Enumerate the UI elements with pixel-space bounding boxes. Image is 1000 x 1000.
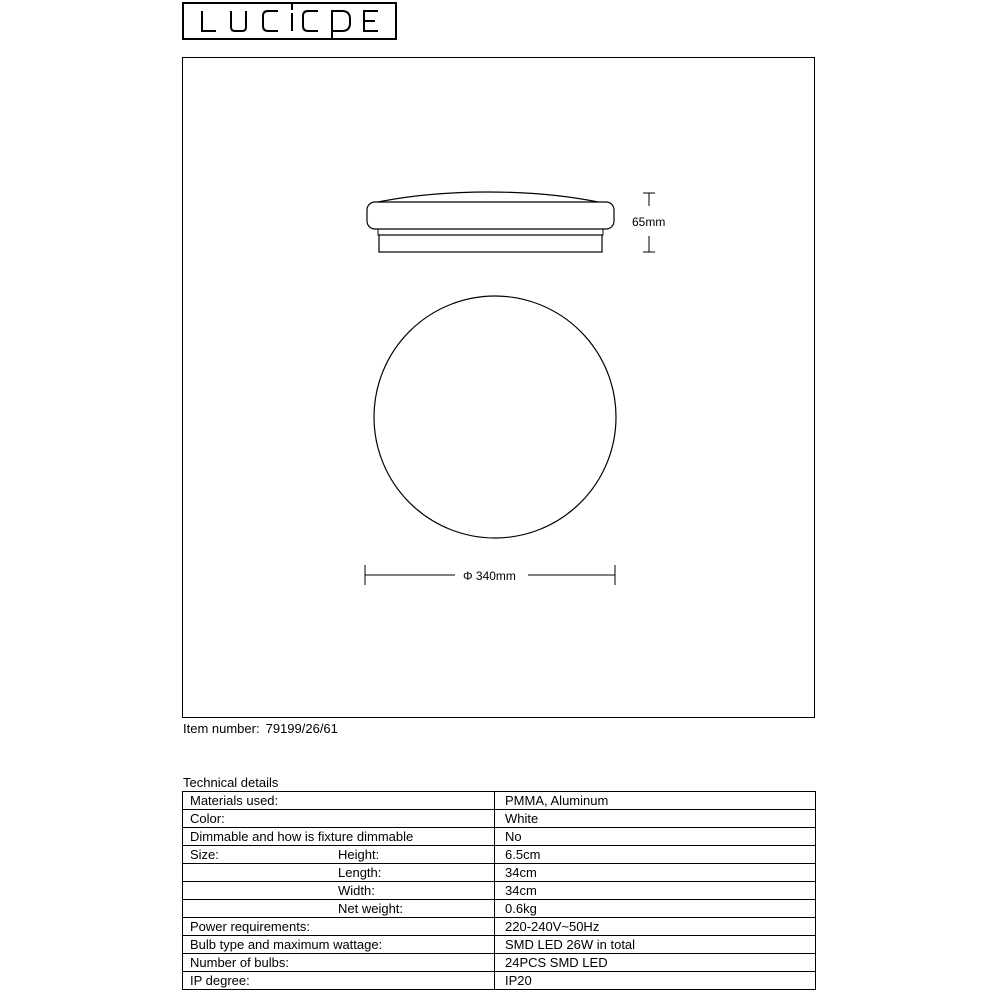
item-number [183,720,338,737]
spec-label: Width: [183,882,495,900]
table-row [183,864,816,882]
table-row [183,918,816,936]
table-row [183,882,816,900]
height-dimension-label: 65mm [632,215,666,229]
table-row [183,972,816,990]
technical-details-table [182,791,816,990]
item-number-value: 79199/26/61 [265,721,338,736]
table-row [183,846,816,864]
technical-details-title: Technical details [183,775,279,790]
spec-label: Bulb type and maximum wattage: [183,936,495,954]
spec-value: White [495,810,816,828]
spec-label: Length: [183,864,495,882]
spec-value: SMD LED 26W in total [495,936,816,954]
spec-label: Color: [183,810,495,828]
spec-value: 34cm [495,882,816,900]
lucide-logo [182,2,397,40]
spec-value: 24PCS SMD LED [495,954,816,972]
item-number-label: Item number: [183,721,260,736]
spec-value: 0.6kg [495,900,816,918]
fixture-side-base [378,229,603,235]
fixture-top-view [374,296,616,538]
table-row [183,900,816,918]
table-row [183,810,816,828]
table-row [183,828,816,846]
spec-label: Dimmable and how is fixture dimmable [183,828,495,846]
table-row [183,936,816,954]
spec-label: IP degree: [183,972,495,990]
spec-value: 220-240V~50Hz [495,918,816,936]
spec-label: Materials used: [183,792,495,810]
fixture-side-dome [378,192,598,202]
spec-value: 34cm [495,864,816,882]
table-row [183,792,816,810]
diameter-dimension-label: Φ 340mm [463,569,516,583]
spec-label: Net weight: [183,900,495,918]
technical-drawing [182,57,815,718]
table-row [183,954,816,972]
spec-value: No [495,828,816,846]
fixture-drawing [183,58,814,717]
spec-value: IP20 [495,972,816,990]
fixture-side-body [367,202,614,229]
spec-label: Size: Height: [183,846,495,864]
spec-value: PMMA, Aluminum [495,792,816,810]
spec-label: Power requirements: [183,918,495,936]
spec-label: Number of bulbs: [183,954,495,972]
spec-value: 6.5cm [495,846,816,864]
fixture-side-mount [379,235,602,252]
